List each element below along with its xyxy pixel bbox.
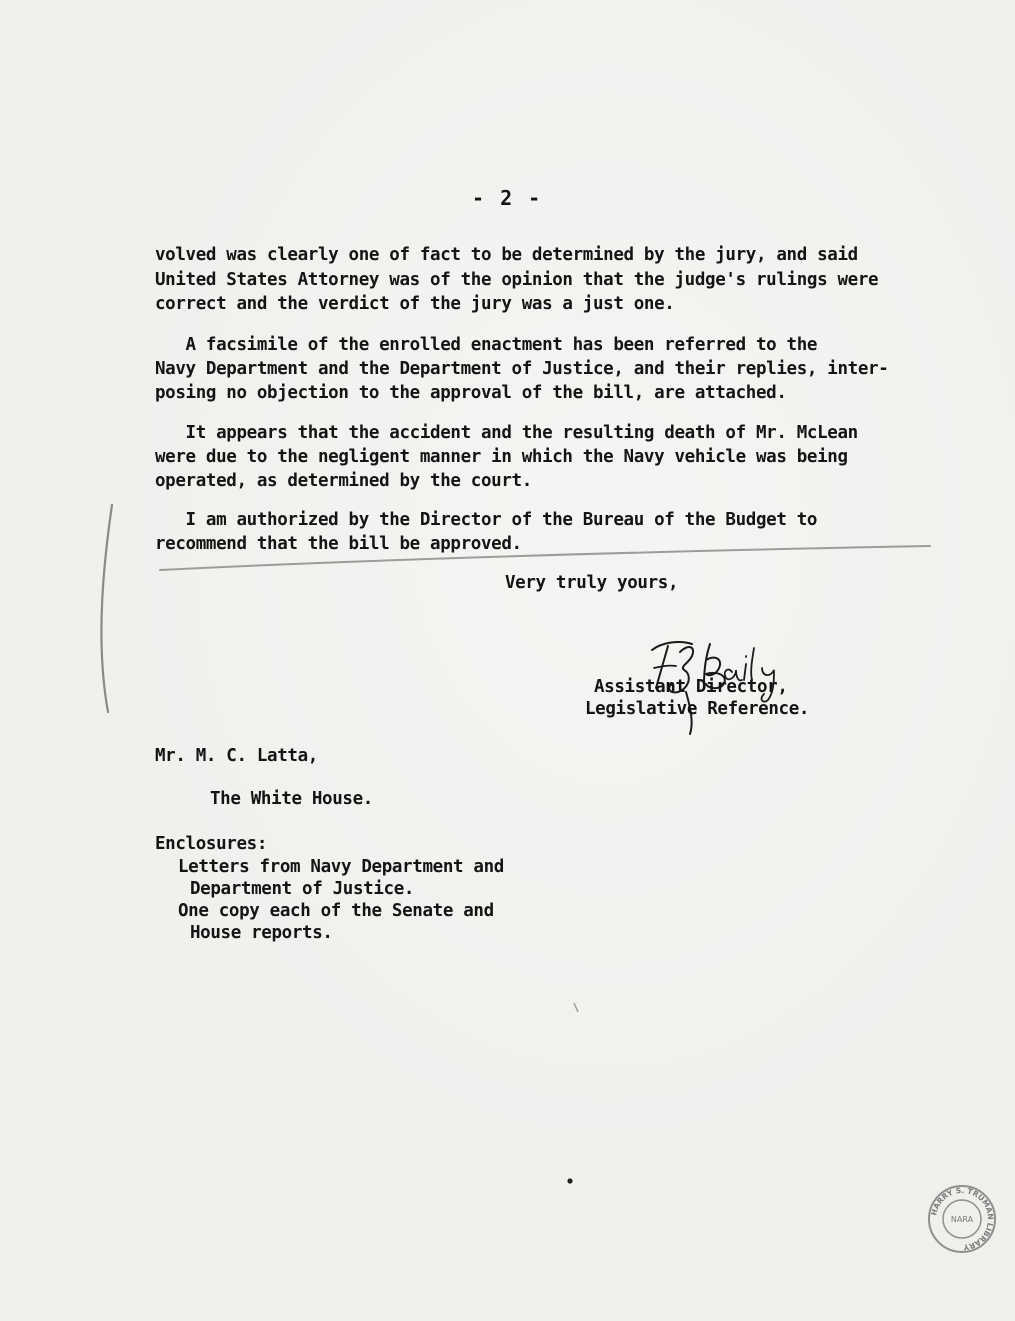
closing: Very truly yours,	[505, 573, 679, 593]
enclosure-item-line: One copy each of the Senate and	[178, 901, 494, 921]
body-line: were due to the negligent manner in which the Navy vehicle was being	[155, 447, 848, 467]
body-line: recommend that the bill be approved.	[155, 534, 522, 554]
enclosure-item-line: Letters from Navy Department and	[178, 857, 504, 877]
addressee-name: Mr. M. C. Latta,	[155, 746, 318, 766]
body-line: operated, as determined by the court.	[155, 471, 532, 491]
svg-text:HARRY S. TRUMAN LIBRARY: HARRY S. TRUMAN LIBRARY	[929, 1185, 996, 1253]
body-line: volved was clearly one of fact to be determined by the jury, and said	[155, 245, 858, 265]
body-line: correct and the verdict of the jury was a just one.	[155, 294, 675, 314]
enclosure-item-line: House reports.	[190, 923, 333, 943]
addressee-location: The White House.	[210, 789, 373, 809]
body-line: A facsimile of the enrolled enactment has been referred to the	[155, 335, 818, 355]
body-line: Navy Department and the Department of Justice, and their replies, inter-	[155, 359, 889, 379]
enclosure-item-line: Department of Justice.	[190, 879, 415, 899]
body-line: I am authorized by the Director of the Bureau of the Budget to	[155, 510, 818, 530]
signer-title-line: Legislative Reference.	[585, 699, 810, 719]
body-line: It appears that the accident and the resulting death of Mr. McLean	[155, 423, 858, 443]
svg-text:NARA: NARA	[950, 1215, 974, 1224]
enclosures-heading: Enclosures:	[155, 834, 268, 854]
library-stamp	[927, 1184, 997, 1254]
signer-title-line: Assistant Director,	[594, 677, 788, 697]
body-line: United States Attorney was of the opinion that the judge's rulings were	[155, 270, 879, 290]
page-number: - 2 -	[472, 186, 543, 210]
body-line: posing no objection to the approval of the bill, are attached.	[155, 383, 787, 403]
